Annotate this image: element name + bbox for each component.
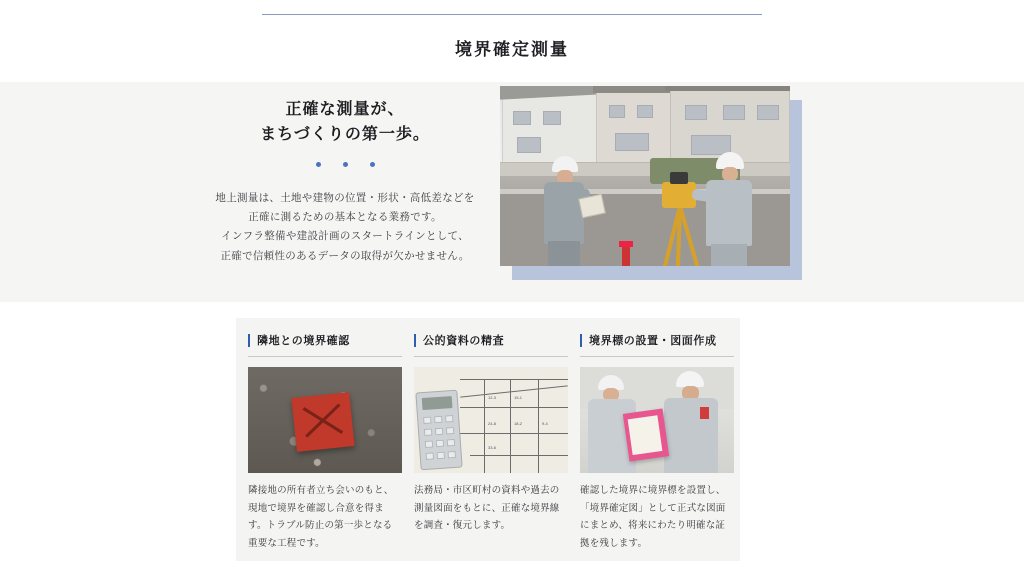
dot-icon — [343, 162, 348, 167]
worker-left-legs — [548, 241, 580, 266]
card-text-line: を調査・復元します。 — [414, 521, 511, 532]
card-photo — [248, 367, 402, 473]
card-header — [580, 332, 734, 357]
hero-headline-line2: まちづくりの第一歩。 — [260, 125, 430, 143]
cadastral-map: 12-3 15-1 24-8 18-2 9-4 33-6 — [414, 367, 568, 473]
worker-right-legs — [711, 244, 747, 266]
hero-body-line1: 地上測量は、土地や建物の位置・形状・高低差などを — [215, 192, 475, 204]
card-photo — [580, 367, 734, 473]
title-rule-top — [262, 14, 762, 15]
card-text-line: 拠を残します。 — [580, 538, 648, 549]
process-cards-section — [236, 318, 740, 561]
card-text-line: 重要な工程です。 — [248, 538, 325, 549]
hero-body-line2: 正確に測るための基本となる業務です。 — [248, 212, 442, 224]
card-text-line: にまとめ、将来にわたり明確な証 — [580, 521, 726, 532]
card-text-line: 「境界確定図」として正式な図面 — [580, 503, 726, 514]
card-photo — [414, 367, 568, 473]
card-title: 境界標の設置・図面作成 — [589, 335, 717, 347]
calculator — [415, 390, 462, 471]
hero-photo-wrap — [500, 86, 790, 266]
photo-wall — [500, 162, 790, 176]
card-title: 公的資料の精査 — [423, 335, 505, 347]
process-cards — [248, 332, 728, 553]
hero-headline-line1: 正確な測量が、 — [285, 101, 405, 118]
process-card — [248, 332, 402, 553]
title-block — [0, 0, 1024, 83]
card-text — [580, 483, 734, 553]
card-text-line: 測量図面をもとに、正確な境界線 — [414, 503, 560, 514]
page-title: 境界確定測量 — [455, 40, 569, 59]
card-text — [248, 483, 402, 553]
card-text-line: 現地で境界を確認し合意を得ま — [248, 503, 384, 514]
accent-bar-icon — [580, 334, 582, 347]
dot-divider — [200, 162, 490, 167]
boundary-stake — [622, 246, 630, 266]
hero-body-line4: 正確で信頼性のあるデータの取得が欠かせません。 — [220, 250, 470, 262]
process-card — [580, 332, 734, 553]
card-text-line: 確認した境界に境界標を設置し、 — [580, 486, 726, 496]
card-text-line: 隣接地の所有者立ち会いのもと、 — [248, 486, 394, 496]
card-title: 隣地との境界確認 — [257, 335, 350, 347]
hero-body-line3: インフラ整備や建設計画のスタートラインとして、 — [221, 231, 469, 243]
card-header — [248, 332, 402, 357]
card-text-line: す。トラブル防止の第一歩となる — [248, 521, 393, 532]
photo-house-left — [502, 92, 598, 164]
hero-body — [200, 189, 490, 267]
accent-bar-icon — [414, 334, 416, 347]
dot-icon — [370, 162, 375, 167]
hero-section — [0, 82, 1024, 302]
card-text — [414, 483, 568, 536]
worker-b-body — [664, 398, 718, 473]
hero-headline — [200, 98, 490, 148]
dot-icon — [316, 162, 321, 167]
worker-b-badge — [700, 407, 709, 419]
calculator-display — [422, 396, 453, 410]
accent-bar-icon — [248, 334, 250, 347]
pink-document-file — [623, 408, 669, 461]
card-text-line: 法務局・市区町村の資料や過去の — [414, 486, 560, 496]
hero-text-block — [200, 98, 490, 266]
worker-right-body — [706, 180, 752, 246]
card-header — [414, 332, 568, 357]
red-boundary-marker — [291, 392, 354, 452]
photo-house-middle — [596, 88, 676, 166]
hero-photo — [500, 86, 790, 266]
worker-right-face — [722, 167, 738, 181]
process-card — [414, 332, 568, 553]
